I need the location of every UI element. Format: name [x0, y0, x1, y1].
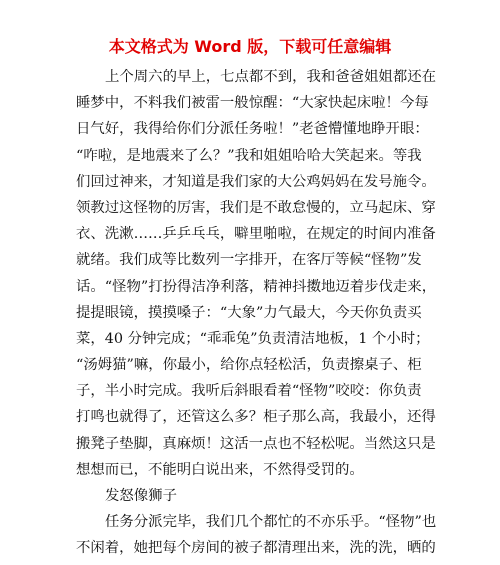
paragraph-line: 不闲着，她把每个房间的被子都清理出来，洗的洗，晒的 [76, 540, 436, 557]
paragraph-line: 领教过这怪物的厉害，我们是不敢怠慢的，立马起床、穿 [76, 199, 436, 216]
paragraph-line: 菜，40 分钟完成；“乖乖兔”负责清洁地板，1 个小时； [76, 330, 430, 347]
paragraph-line: 打鸣也就得了，还管这么多？柜子那么高，我最小，还得 [76, 409, 436, 426]
paragraph-line: 任务分派完毕，我们几个都忙的不亦乐乎。“怪物”也 [105, 514, 437, 531]
document-body [76, 64, 437, 562]
paragraph-line: “咋啦，是地震来了么？”我和姐姐哈哈大笑起来。等我 [76, 147, 422, 164]
paragraph-line: 衣、洗漱……乒乒乓乓，噼里啪啦，在规定的时间内准备 [76, 226, 436, 243]
paragraph-line: 们回过神来，才知道是我们家的大公鸡妈妈在发号施令。 [76, 173, 436, 190]
paragraph-line: 提提眼镜，摸摸嗓子：“大象”力气最大，今天你负责买 [76, 304, 422, 321]
section-heading: 发怒像狮子 [105, 488, 177, 504]
paragraph-line: 上个周六的早上，七点都不到，我和爸爸姐姐都还在 [105, 69, 436, 85]
paragraph-line: 搬凳子垫脚，真麻烦！这活一点也不轻松呢。当然这只是 [76, 435, 436, 452]
paragraph-line: 就绪。我们成等比数列一字排开，在客厅等候“怪物”发 [76, 252, 422, 269]
paragraph-line: 日气好，我得给你们分派任务啦！”老爸懵懂地睁开眼： [76, 121, 429, 138]
paragraph-line: 话。“怪物”打扮得洁净利落，精神抖擞地迈着步伐走来， [76, 278, 437, 295]
paragraph-line: “汤姆猫”嘛，你最小，给你点轻松活，负责擦桌子、柜 [76, 357, 422, 374]
document-title: 本文格式为 Word 版，下载可任意编辑 [108, 37, 392, 56]
paragraph-line: 子，半小时完成。我听后斜眼看着“怪物”咬咬：你负责 [76, 383, 422, 400]
paragraph-line: 想想而已，不能明白说出来，不然得受罚的。 [76, 461, 364, 478]
paragraph-line: 睡梦中，不料我们被雷一般惊醒：“大家快起床啦！今每 [76, 95, 429, 112]
